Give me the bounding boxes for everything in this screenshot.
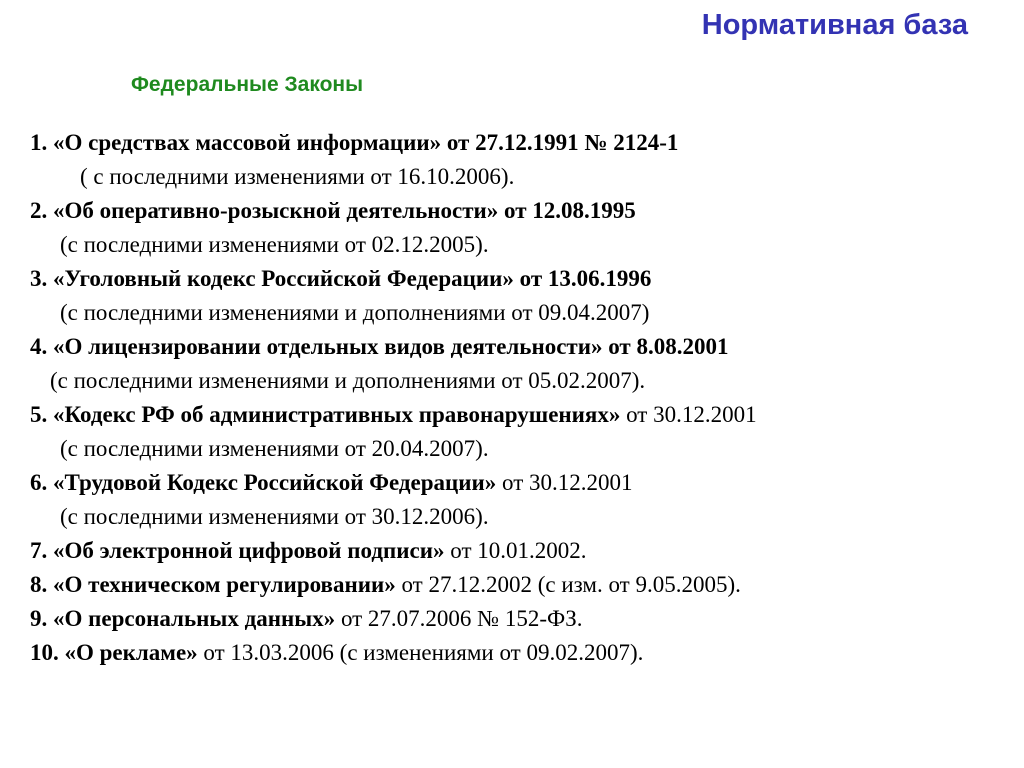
law-title: 7. «Об электронной цифровой подписи» (30, 538, 445, 563)
law-date: от 10.01.2002. (444, 538, 587, 563)
law-date: от 13.03.2006 (с изменениями от 09.02.2007). (197, 640, 644, 665)
law-title: 1. «О средствах массовой информации» от 27.12.1991 № 2124-1 (30, 130, 679, 155)
law-title: 3. «Уголовный кодекс Российской Федерации» от 13.06.1996 (30, 266, 652, 291)
law-note-6: (с последними изменениями от 30.12.2006). (60, 504, 489, 529)
law-title: 8. «О техническом регулировании» (30, 572, 396, 597)
law-item-9 (30, 602, 1000, 636)
law-note-2: (с последними изменениями от 02.12.2005). (60, 232, 489, 257)
law-title: 5. «Кодекс РФ об административных правонарушениях» (30, 402, 621, 427)
law-title: 2. «Об оперативно-розыскной деятельности» от 12.08.1995 (30, 198, 636, 223)
law-note-3: (с последними изменениями и дополнениями от 09.04.2007) (60, 300, 650, 325)
law-item-5 (30, 398, 1000, 432)
law-item-10 (30, 636, 1000, 670)
law-note-1: ( с последними изменениями от 16.10.2006). (80, 164, 515, 189)
law-title: 10. «О рекламе» (30, 640, 198, 665)
law-date: от 30.12.2001 (620, 402, 757, 427)
law-date: от 30.12.2001 (496, 470, 633, 495)
law-item-1 (30, 126, 1000, 160)
section-subtitle: Федеральные Законы (131, 73, 364, 96)
law-date: от 27.07.2006 № 152-ФЗ. (335, 606, 583, 631)
law-item-7 (30, 534, 1000, 568)
law-note-4: (с последними изменениями и дополнениями от 05.02.2007). (50, 368, 646, 393)
law-date: от 27.12.2002 (с изм. от 9.05.2005). (395, 572, 741, 597)
laws-list (30, 126, 1000, 670)
law-note-5: (с последними изменениями от 20.04.2007). (60, 436, 489, 461)
law-item-2 (30, 194, 1000, 228)
law-title: 6. «Трудовой Кодекс Российской Федерации» (30, 470, 497, 495)
law-item-6 (30, 466, 1000, 500)
law-title: 9. «О персональных данных» (30, 606, 336, 631)
law-item-8 (30, 568, 1000, 602)
law-title: 4. «О лицензировании отдельных видов деятельности» от 8.08.2001 (30, 334, 729, 359)
law-item-4 (30, 330, 1000, 364)
page-title: Нормативная база (701, 9, 968, 41)
law-item-3 (30, 262, 1000, 296)
